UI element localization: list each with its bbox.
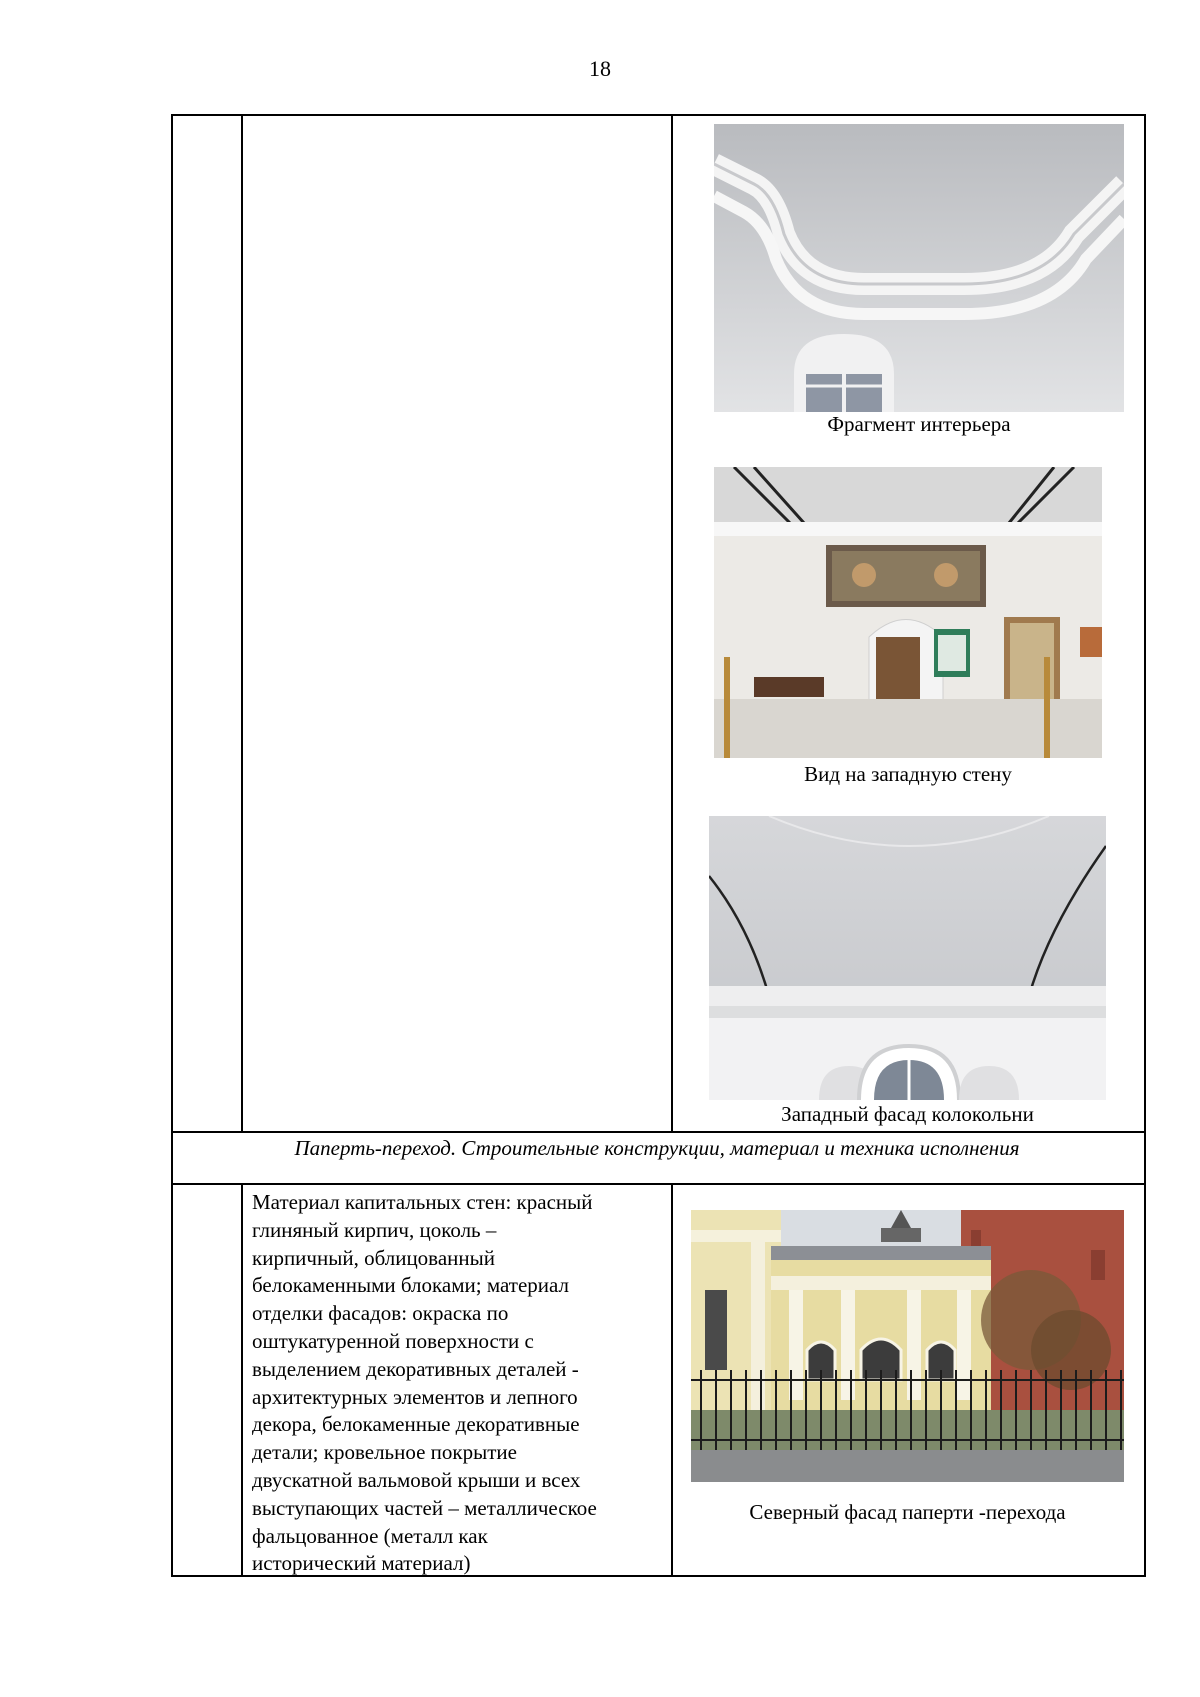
description-line: Материал капитальных стен: красный: [252, 1190, 593, 1214]
description-line: фальцованное (металл как: [252, 1523, 488, 1548]
description-line: двускатной вальмовой крыши и всех: [252, 1467, 581, 1492]
description-line: исторический материал): [252, 1551, 471, 1576]
bell-tower-facade-photo: [709, 816, 1106, 1100]
description-line: кирпичный, облицованный: [252, 1245, 495, 1270]
north-facade-photo: [691, 1210, 1124, 1482]
description-line: детали; кровельное покрытие: [252, 1440, 517, 1465]
description-line: архитектурных элементов и лепного: [252, 1384, 578, 1409]
page-number: 18: [589, 56, 611, 81]
interior-ceiling-photo: [714, 124, 1124, 412]
bell-tower-facade-caption: Западный фасад колокольни: [781, 1102, 1034, 1126]
description-line: белокаменными блоками; материал: [252, 1273, 569, 1298]
west-wall-photo: [714, 467, 1102, 758]
description-line: оштукатуренной поверхности с: [252, 1328, 534, 1353]
interior-ceiling-caption: Фрагмент интерьера: [827, 412, 1011, 436]
description-line: выделением декоративных деталей -: [252, 1356, 579, 1381]
west-wall-caption: Вид на западную стену: [804, 762, 1012, 786]
north-facade-caption: Северный фасад паперти -перехода: [749, 1500, 1066, 1524]
description-line: глиняный кирпич, цоколь –: [252, 1217, 497, 1242]
description-line: декора, белокаменные декоративные: [252, 1412, 580, 1437]
section-heading: Паперть-переход. Строительные конструкции, материал и техника исполнения: [294, 1136, 1020, 1160]
description-line: выступающих частей – металлическое: [252, 1495, 597, 1520]
description-line: отделки фасадов: окраска по: [252, 1301, 509, 1326]
materials-description: [252, 1189, 672, 1578]
